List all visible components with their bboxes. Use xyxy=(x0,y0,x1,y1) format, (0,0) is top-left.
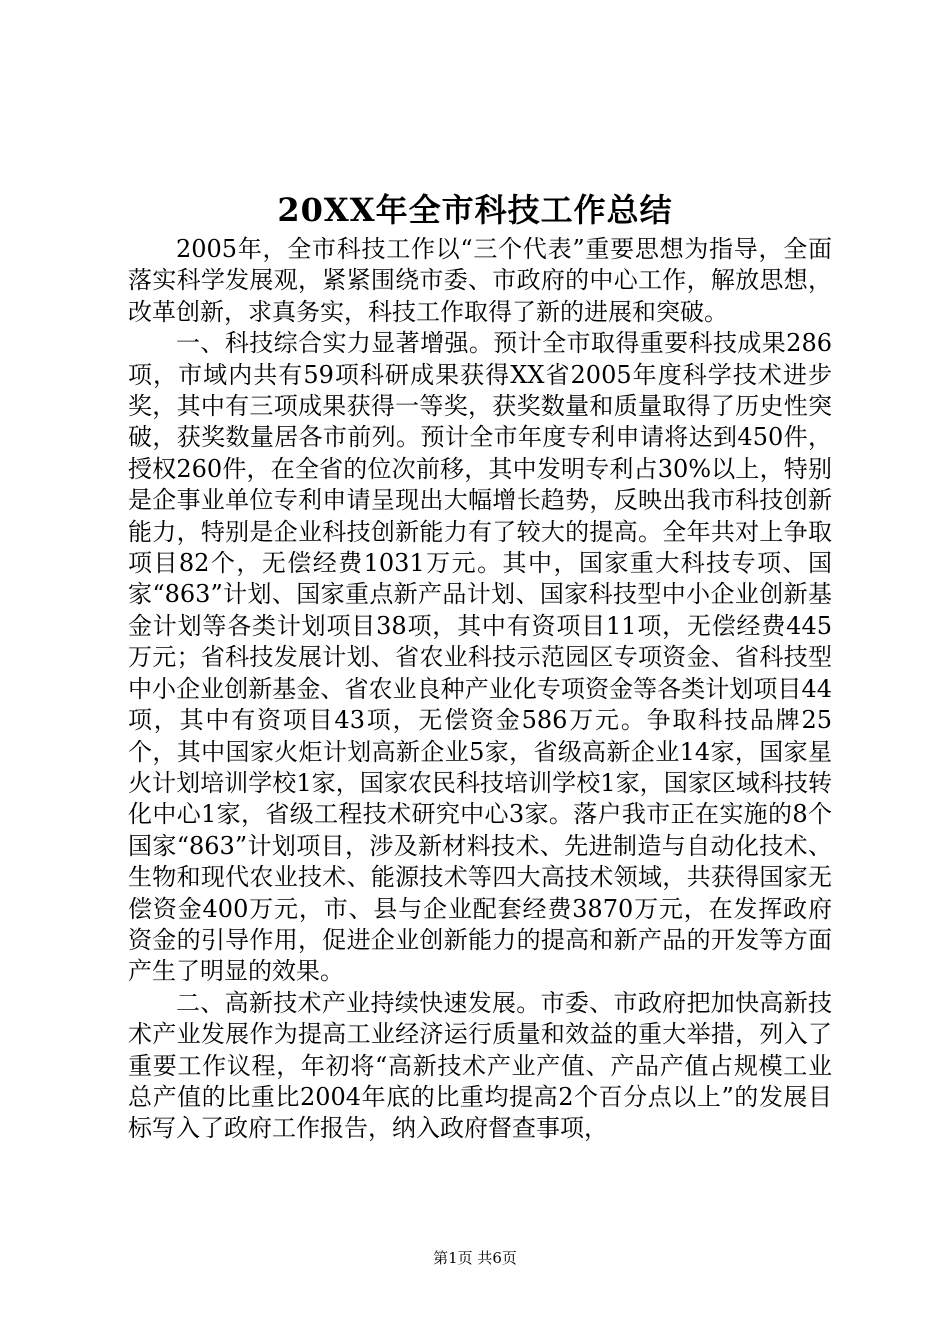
page-footer: 第1页 共6页 xyxy=(433,1249,517,1267)
paragraph-section-1: 一、科技综合实力显著增强。预计全市取得重要科技成果286项，市域内共有59项科研成果获得XX省2005年度科学技术进步奖，其中有三项成果获得一等奖，获奖数量和质量取得了历史性突破，获奖数量居各市前列。预计全市年度专利申请将达到450件，授权260件，在全省的位次前移，其中发明专利占30%以上，特别是企事业单位专利申请呈现出大幅增长趋势，反映出我市科技创新能力，特别是企业科技创新能力有了较大的提高。全年共对上争取项目82个，无偿经费1031万元。其中，国家重大科技专项、国家“863”计划、国家重点新产品计划、国家科技型中小企业创新基金计划等各类计划项目38项，其中有资项目11项，无偿经费445万元；省科技发展计划、省农业科技示范园区专项资金、省科技型中小企业创新基金、省农业良种产业化专项资金等各类计划项目44项，其中有资项目43项，无偿资金586万元。争取科技品牌25个，其中国家火炬计划高新企业5家，省级高新企业14家，国家星火计划培训学校1家，国家农民科技培训学校1家，国家区域科技转化中心1家，省级工程技术研究中心3家。落户我市正在实施的8个国家“863”计划项目，涉及新材料技术、先进制造与自动化技术、生物和现代农业技术、能源技术等四大高技术领域，共获得国家无偿资金400万元，市、县与企业配套经费3870万元，在发挥政府资金的引导作用，促进企业创新能力的提高和新产品的开发等方面产生了明显的效果。 xyxy=(128,329,832,986)
document-body xyxy=(128,234,832,1145)
paragraph-intro: 2005年，全市科技工作以“三个代表”重要思想为指导，全面落实科学发展观，紧紧围绕市委、市政府的中心工作，解放思想，改革创新，求真务实，科技工作取得了新的进展和突破。 xyxy=(128,235,832,326)
paragraph-section-2: 二、高新技术产业持续快速发展。市委、市政府把加快高新技术产业发展作为提高工业经济运行质量和效益的重大举措，列入了重要工作议程，年初将“高新技术产业产值、产品产值占规模工业总产值的比重比2004年底的比重均提高2个百分点以上”的发展目标写入了政府工作报告，纳入政府督查事项， xyxy=(128,988,832,1143)
document-title: 20XX年全市科技工作总结 xyxy=(277,191,673,229)
